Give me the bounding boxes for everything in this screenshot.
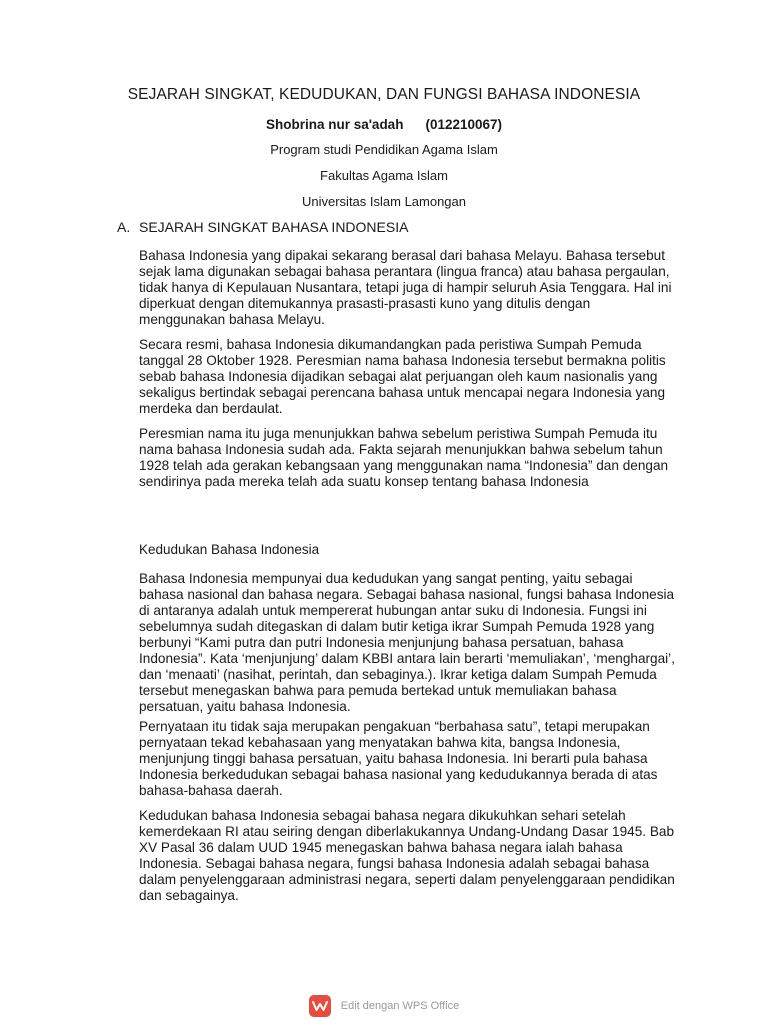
paragraph-a-2: Secara resmi, bahasa Indonesia dikumandangkan pada peristiwa Sumpah Pemuda tanggal 28 Oktober 1928. Peresmian nama bahasa Indonesia tersebut bermakna politis sebab bahasa Indonesia dijadikan sebagai alat perjuangan oleh kaum nasionalis yang sekaligus bertindak sebagai perencana bahasa untuk mencapai negara Indonesia yang merdeka dan berdaulat. <box>139 337 666 416</box>
author-name: Shobrina nur sa'adah <box>265 117 404 132</box>
university-line: Universitas Islam Lamongan <box>301 194 467 209</box>
author-id: (012210067) <box>425 117 503 132</box>
section-a-title: SEJARAH SINGKAT BAHASA INDONESIA <box>139 219 409 235</box>
document-title: SEJARAH SINGKAT, KEDUDUKAN, DAN FUNGSI BAHASA INDONESIA <box>127 86 641 103</box>
paragraph-b-2: Pernyataan itu tidak saja merupakan pengakuan “berbahasa satu”, tetapi merupakan pernyataan tekad kebahasaan yang menyatakan bahwa kita, bangsa Indonesia, menjunjung tinggi bahasa persatuan, yaitu bahasa Indonesia. Ini berarti pula bahasa Indonesia berkedudukan sebagai bahasa nasional yang kedudukannya berada di atas bahasa-bahasa daerah. <box>139 719 658 798</box>
wps-footer <box>0 993 768 1019</box>
paragraph-a-3: Peresmian nama itu juga menunjukkan bahwa sebelum peristiwa Sumpah Pemuda itu nama bahasa Indonesia sudah ada. Fakta sejarah menunjukkan bahwa sebelum tahun 1928 telah ada gerakan kebangsaan yang menggunakan nama “Indonesia” dan dengan sendirinya pada mereka telah ada suatu konsep tentang bahasa Indonesia <box>139 426 669 489</box>
paragraph-b-1: Bahasa Indonesia mempunyai dua kedudukan yang sangat penting, yaitu sebagai bahasa nasional dan bahasa negara. Sebagai bahasa nasional, fungsi bahasa Indonesia di antaranya adalah untuk mempererat hubungan antar suku di Indonesia. Fungsi ini sebelumnya sudah ditegaskan di dalam butir ketiga ikrar Sumpah Pemuda 1928 yang berbunyi “Kami putra dan putri Indonesia menjunjung bahasa persatuan, bahasa Indonesia”. Kata ‘menjunjung’ dalam KBBI antara lain berarti ‘memuliakan’, ‘menghargai’, dan ‘menaati’ (nasihat, perintah, dan sebaginya.). Ikrar ketiga dalam Sumpah Pemuda tersebut menegaskan bahwa para pemuda bertekad untuk memuliakan bahasa persatuan, yaitu bahasa Indonesia. <box>139 571 675 714</box>
author-line <box>0 117 768 132</box>
program-line: Program studi Pendidikan Agama Islam <box>270 142 498 157</box>
wps-edit-link[interactable]: Edit dengan WPS Office <box>340 1000 460 1012</box>
paragraph-a-1: Bahasa Indonesia yang dipakai sekarang berasal dari bahasa Melayu. Bahasa tersebut sejak lama digunakan sebagai bahasa perantara (lingua franca) atau bahasa pergaulan, tidak hanya di Kepulauan Nusantara, tetapi juga di hampir seluruh Asia Tenggara. Hal ini diperkuat dengan ditemukannya prasasti-prasasti kuno yang ditulis dengan menggunakan bahasa Melayu. <box>139 248 672 327</box>
wps-office-icon <box>309 995 331 1017</box>
section-a-letter: A. <box>117 219 131 235</box>
subheading-kedudukan: Kedudukan Bahasa Indonesia <box>139 542 320 557</box>
section-a-heading <box>117 219 408 235</box>
faculty-line: Fakultas Agama Islam <box>320 168 448 183</box>
paragraph-b-3: Kedudukan bahasa Indonesia sebagai bahasa negara dikukuhkan sehari setelah kemerdekaan RI atau seiring dengan diberlakukannya Undang-Undang Dasar 1945. Bab XV Pasal 36 dalam UUD 1945 menegaskan bahwa bahasa negara ialah bahasa Indonesia. Sebagai bahasa negara, fungsi bahasa Indonesia adalah sebagai bahasa dalam penyelenggaraan administrasi negara, seperti dalam penyelenggaraan pendidikan dan sebagainya. <box>139 808 675 903</box>
